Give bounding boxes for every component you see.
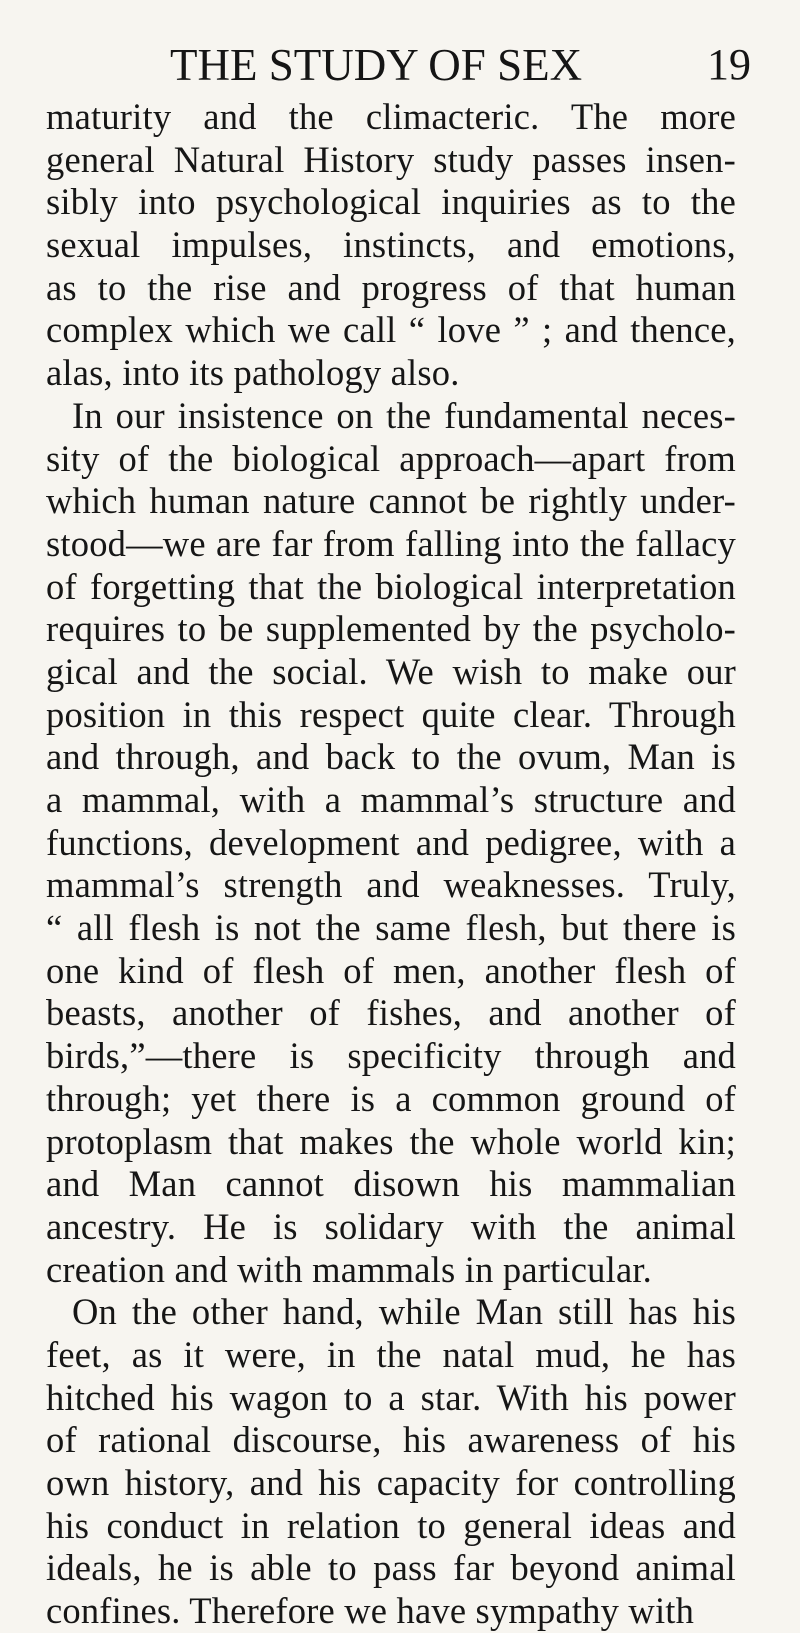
text-line: and Man cannot disown his mammalian — [46, 1163, 736, 1205]
text-line: mammal’s strength and weaknesses. Truly, — [46, 864, 736, 906]
text-line: position in this respect quite clear. Through — [46, 693, 736, 735]
text-line: sity of the biological approach—apart from — [46, 437, 736, 479]
text-line: through; yet there is a common ground of — [46, 1077, 736, 1119]
text-line: “ all flesh is not the same flesh, but there is — [46, 907, 736, 949]
text-line: of rational discourse, his awareness of his — [46, 1419, 736, 1461]
text-line: stood—we are far from falling into the fallacy — [46, 522, 736, 564]
text-line: creation and with mammals in particular. — [46, 1248, 653, 1290]
paragraph-start-line: In our insistence on the fundamental neces- — [72, 394, 736, 436]
text-line: sexual impulses, instincts, and emotions, — [46, 224, 736, 266]
text-line: one kind of flesh of men, another flesh of — [46, 949, 736, 991]
text-line: requires to be supplemented by the psycholo- — [46, 608, 736, 650]
text-line: as to the rise and progress of that human — [46, 266, 736, 308]
text-line: complex which we call “ love ” ; and thence, — [46, 309, 736, 351]
text-line: functions, development and pedigree, with a — [46, 821, 736, 863]
running-title: THE STUDY OF SEX — [170, 40, 583, 90]
text-line: sibly into psychological inquiries as to the — [46, 181, 736, 223]
page-number: 19 — [707, 40, 751, 89]
text-line: hitched his wagon to a star. With his power — [46, 1376, 736, 1418]
body-text — [46, 96, 736, 1633]
text-line: of forgetting that the biological interpretation — [46, 565, 736, 607]
text-line: birds,”—there is specificity through and — [46, 1035, 736, 1077]
text-line: and through, and back to the ovum, Man is — [46, 736, 736, 778]
page-header — [0, 36, 800, 94]
text-line: own history, and his capacity for controlling — [46, 1462, 736, 1503]
text-line: protoplasm that makes the whole world kin; — [46, 1120, 736, 1162]
text-line: confines. Therefore we have sympathy with — [46, 1590, 695, 1632]
text-line: gical and the social. We wish to make our — [46, 650, 736, 692]
text-line: alas, into its pathology also. — [46, 352, 460, 394]
text-line: beasts, another of fishes, and another of — [46, 992, 736, 1034]
text-line: feet, as it were, in the natal mud, he has — [46, 1333, 736, 1375]
text-line: maturity and the climacteric. The more — [46, 96, 736, 137]
text-line: his conduct in relation to general ideas and — [46, 1504, 736, 1546]
text-line: which human nature cannot be rightly under- — [46, 480, 736, 522]
text-line: ideals, he is able to pass far beyond animal — [46, 1547, 736, 1589]
paragraph-start-line: On the other hand, while Man still has his — [72, 1291, 736, 1333]
text-line: ancestry. He is solidary with the animal — [46, 1205, 736, 1247]
text-line: general Natural History study passes insen- — [46, 138, 736, 180]
text-line: a mammal, with a mammal’s structure and — [46, 779, 736, 820]
